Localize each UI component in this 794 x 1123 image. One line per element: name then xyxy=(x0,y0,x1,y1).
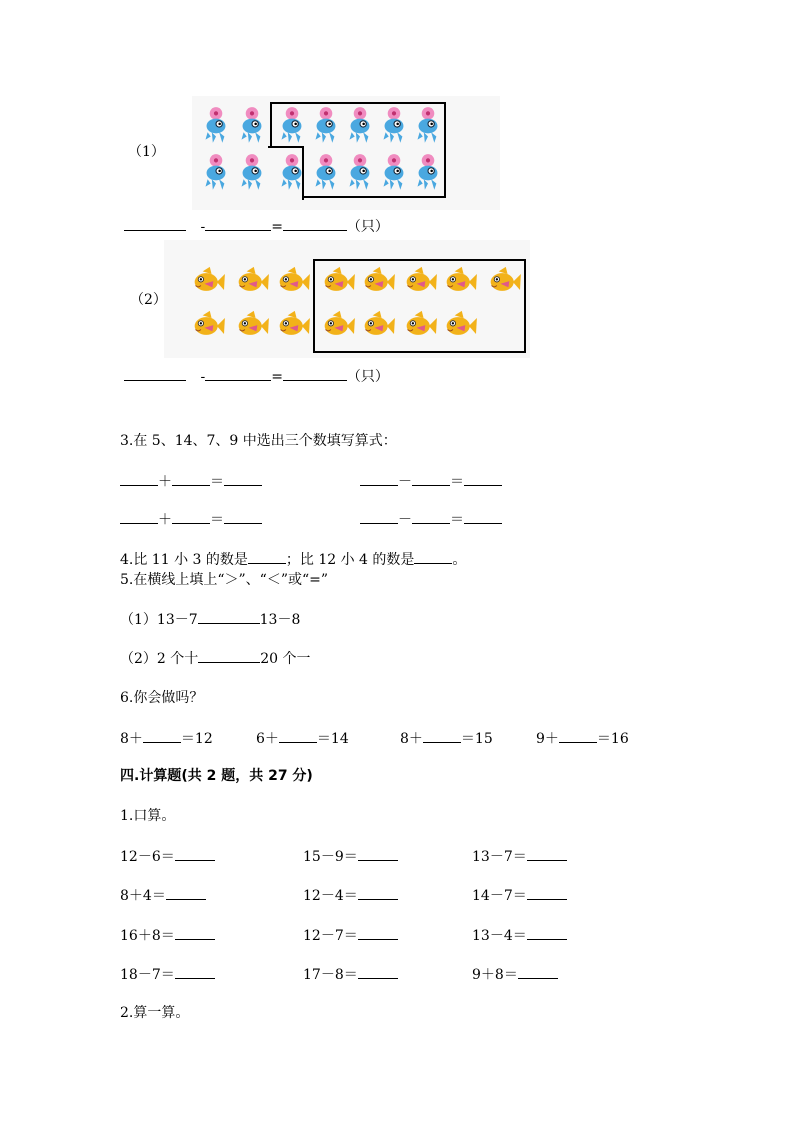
q5-item-1-left: （1）13－7 xyxy=(120,612,198,628)
oral-item xyxy=(472,847,567,866)
answer-blank[interactable] xyxy=(283,217,347,231)
fish-icon xyxy=(402,310,438,342)
q3-equation-1 xyxy=(120,472,262,491)
q3-equation-4 xyxy=(360,510,502,529)
q4-text-1: 4.比 11 小 3 的数是 xyxy=(120,552,248,568)
question-4 xyxy=(120,550,466,569)
bird-icon xyxy=(380,105,408,147)
fish-icon xyxy=(402,266,438,298)
fish-icon xyxy=(360,266,396,298)
figure-2-equation xyxy=(124,367,389,386)
q4-text-end: 。 xyxy=(452,552,467,568)
answer-blank[interactable] xyxy=(423,729,461,743)
bird-icon xyxy=(278,105,306,147)
q4-text-2: ；比 12 小 4 的数是 xyxy=(285,552,415,568)
answer-blank[interactable] xyxy=(518,965,558,979)
answer-blank[interactable] xyxy=(358,965,398,979)
oral-expression: 9＋8＝ xyxy=(472,967,518,983)
answer-blank[interactable] xyxy=(527,847,567,861)
section-4-q1-title: 1.口算。 xyxy=(120,808,176,824)
answer-blank[interactable] xyxy=(120,510,158,524)
equals-sign: ＝ xyxy=(450,474,464,490)
oral-expression: 13－7＝ xyxy=(472,849,527,865)
oral-item xyxy=(120,965,215,984)
fish-icon xyxy=(442,266,478,298)
answer-blank[interactable] xyxy=(358,847,398,861)
q6-left: 8＋ xyxy=(400,731,423,747)
answer-blank[interactable] xyxy=(248,550,286,564)
fish-icon xyxy=(275,310,311,342)
answer-blank[interactable] xyxy=(360,510,398,524)
oral-expression: 12－4＝ xyxy=(303,888,358,904)
oral-item xyxy=(303,847,398,866)
figure-1-equation xyxy=(124,217,389,236)
fish-icon xyxy=(190,266,226,298)
bird-icon xyxy=(312,105,340,147)
plus-sign: ＋ xyxy=(158,512,172,528)
q6-right: ＝14 xyxy=(316,731,349,747)
answer-blank[interactable] xyxy=(559,729,597,743)
oral-item xyxy=(472,926,567,945)
q6-left: 8＋ xyxy=(120,731,143,747)
fish-icon xyxy=(275,266,311,298)
bird-icon xyxy=(414,152,442,194)
bird-icon xyxy=(346,152,374,194)
oral-item xyxy=(303,886,398,905)
minus-sign: － xyxy=(398,512,412,528)
fish-icon xyxy=(486,266,522,298)
oral-expression: 12－7＝ xyxy=(303,928,358,944)
q5-item-2 xyxy=(120,649,311,668)
fish-icon xyxy=(320,310,356,342)
section-4-title: 四.计算题(共 2 题，共 27 分) xyxy=(120,768,313,784)
q3-equation-2 xyxy=(360,472,502,491)
question-6-title: 6.你会做吗？ xyxy=(120,690,204,706)
bird-icon xyxy=(238,105,266,147)
equals-sign: ＝ xyxy=(450,512,464,528)
answer-blank[interactable] xyxy=(527,926,567,940)
q3-equation-3 xyxy=(120,510,262,529)
question-5-title: 5.在横线上填上“＞”、“＜”或“=” xyxy=(120,572,329,588)
oral-expression: 15－9＝ xyxy=(303,849,358,865)
section-4-q2-title: 2.算一算。 xyxy=(120,1005,190,1021)
oral-item xyxy=(303,965,398,984)
answer-blank[interactable] xyxy=(175,847,215,861)
answer-blank[interactable] xyxy=(175,965,215,979)
answer-blank[interactable] xyxy=(414,550,452,564)
oral-item xyxy=(120,926,215,945)
answer-blank[interactable] xyxy=(172,472,210,486)
answer-blank[interactable] xyxy=(198,649,260,663)
oral-expression: 13－4＝ xyxy=(472,928,527,944)
question-3-title: 3.在 5、14、7、9 中选出三个数填写算式： xyxy=(120,433,397,449)
answer-blank[interactable] xyxy=(198,610,260,624)
fish-icon xyxy=(320,266,356,298)
oral-expression: 14－7＝ xyxy=(472,888,527,904)
q5-item-1-right: 13－8 xyxy=(259,612,301,628)
answer-blank[interactable] xyxy=(224,510,262,524)
oral-expression: 16＋8＝ xyxy=(120,928,175,944)
figure-2-label: （2） xyxy=(130,292,167,308)
equals-sign: ＝ xyxy=(210,512,224,528)
oral-expression: 8＋4＝ xyxy=(120,888,166,904)
q6-item-3 xyxy=(400,729,493,748)
answer-blank[interactable] xyxy=(358,886,398,900)
oral-item xyxy=(472,965,558,984)
q5-item-2-left: （2）2 个十 xyxy=(120,651,199,667)
minus-sign: - xyxy=(200,369,206,385)
equals-sign: = xyxy=(271,369,283,385)
equals-sign: = xyxy=(271,219,283,235)
unit-label: （只） xyxy=(346,219,389,235)
q6-right: ＝16 xyxy=(596,731,629,747)
answer-blank[interactable] xyxy=(205,217,271,231)
answer-blank[interactable] xyxy=(172,510,210,524)
answer-blank[interactable] xyxy=(124,367,186,381)
minus-sign: - xyxy=(200,219,206,235)
q6-left: 9＋ xyxy=(536,731,559,747)
q6-left: 6＋ xyxy=(256,731,279,747)
fish-icon xyxy=(442,310,478,342)
answer-blank[interactable] xyxy=(464,510,502,524)
answer-blank[interactable] xyxy=(412,510,450,524)
oral-expression: 18－7＝ xyxy=(120,967,175,983)
answer-blank[interactable] xyxy=(464,472,502,486)
answer-blank[interactable] xyxy=(360,472,398,486)
bird-icon xyxy=(238,152,266,194)
figure-1-label: （1） xyxy=(128,144,165,160)
fish-icon xyxy=(190,310,226,342)
q6-item-1 xyxy=(120,729,213,748)
answer-blank[interactable] xyxy=(143,729,181,743)
answer-blank[interactable] xyxy=(412,472,450,486)
answer-blank[interactable] xyxy=(279,729,317,743)
answer-blank[interactable] xyxy=(527,886,567,900)
answer-blank[interactable] xyxy=(166,886,206,900)
q6-right: ＝15 xyxy=(460,731,493,747)
oral-expression: 12－6＝ xyxy=(120,849,175,865)
answer-blank[interactable] xyxy=(283,367,347,381)
answer-blank[interactable] xyxy=(124,217,186,231)
q5-item-1 xyxy=(120,610,300,629)
minus-sign: － xyxy=(398,474,412,490)
bird-icon xyxy=(312,152,340,194)
answer-blank[interactable] xyxy=(175,926,215,940)
bird-icon xyxy=(346,105,374,147)
plus-sign: ＋ xyxy=(158,474,172,490)
oral-expression: 17－8＝ xyxy=(303,967,358,983)
q5-item-2-right: 20 个一 xyxy=(260,651,311,667)
bird-icon xyxy=(414,105,442,147)
q6-item-2 xyxy=(256,729,349,748)
unit-label: （只） xyxy=(346,369,389,385)
oral-item xyxy=(472,886,567,905)
bird-icon xyxy=(380,152,408,194)
q6-right: ＝12 xyxy=(180,731,213,747)
answer-blank[interactable] xyxy=(120,472,158,486)
fish-icon xyxy=(234,266,270,298)
answer-blank[interactable] xyxy=(205,367,271,381)
fish-icon xyxy=(234,310,270,342)
equals-sign: ＝ xyxy=(210,474,224,490)
answer-blank[interactable] xyxy=(224,472,262,486)
answer-blank[interactable] xyxy=(358,926,398,940)
q6-item-4 xyxy=(536,729,629,748)
bird-icon xyxy=(278,152,306,194)
oral-item xyxy=(120,847,215,866)
oral-item xyxy=(303,926,398,945)
fish-icon xyxy=(360,310,396,342)
bird-icon xyxy=(202,152,230,194)
oral-item xyxy=(120,886,206,905)
bird-icon xyxy=(202,105,230,147)
